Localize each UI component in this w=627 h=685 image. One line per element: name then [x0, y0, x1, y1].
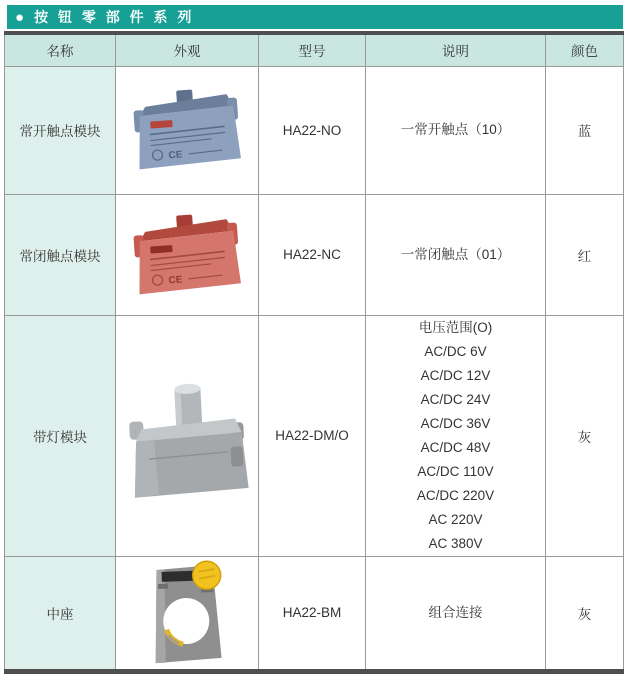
part-photo-cell — [116, 315, 259, 556]
product-photo-no-module — [121, 82, 253, 178]
part-color: 红 — [546, 194, 624, 315]
description-line: 一常闭触点（01） — [400, 246, 511, 262]
description-line: 组合连接 — [428, 604, 483, 620]
col-header-model: 型号 — [259, 33, 366, 66]
product-photo-nc-module — [121, 207, 253, 303]
description-line: AC 220V — [428, 511, 483, 527]
svg-text:CE: CE — [168, 149, 183, 162]
part-description — [366, 315, 546, 556]
description-line: AC/DC 110V — [417, 463, 494, 479]
part-color: 蓝 — [546, 66, 624, 194]
product-photo-lamp-module — [118, 369, 256, 503]
section-title-bar — [7, 5, 623, 29]
bullet-icon: ● — [15, 8, 25, 26]
col-header-description: 说明 — [366, 33, 546, 66]
part-model: HA22-NO — [259, 66, 366, 194]
part-model: HA22-BM — [259, 556, 366, 671]
col-header-color: 颜色 — [546, 33, 624, 66]
svg-text:CE: CE — [168, 273, 183, 286]
part-color: 灰 — [546, 556, 624, 671]
part-photo-cell — [116, 66, 259, 194]
table-row — [5, 66, 624, 194]
description-line: AC/DC 220V — [416, 487, 495, 503]
header-row — [5, 33, 624, 66]
description-line: AC/DC 6V — [424, 343, 487, 359]
part-description — [366, 556, 546, 671]
part-color: 灰 — [546, 315, 624, 556]
parts-table — [4, 31, 624, 674]
description-line: AC/DC 36V — [420, 415, 491, 431]
description-line: 一常开触点（10） — [400, 122, 511, 137]
description-line: AC 380V — [428, 535, 483, 551]
part-photo-cell — [116, 194, 259, 315]
part-name: 带灯模块 — [5, 315, 116, 556]
product-photo-base-module — [132, 559, 242, 667]
description-line: AC/DC 24V — [420, 391, 491, 407]
part-photo-cell — [116, 556, 259, 671]
part-name: 常闭触点模块 — [5, 194, 116, 315]
part-description — [366, 194, 546, 315]
table-row — [5, 556, 624, 671]
description-line: AC/DC 48V — [420, 439, 491, 455]
part-description — [366, 66, 546, 194]
part-model: HA22-DM/O — [259, 315, 366, 556]
table-row — [5, 315, 624, 556]
parts-table-container — [4, 31, 624, 674]
part-name: 中座 — [5, 556, 116, 671]
description-line: 电压范围(O) — [418, 319, 493, 335]
description-line: AC/DC 12V — [420, 367, 491, 383]
section-title: 按 钮 零 部 件 系 列 — [34, 9, 195, 25]
col-header-appearance: 外观 — [116, 33, 259, 66]
part-model: HA22-NC — [259, 194, 366, 315]
table-row — [5, 194, 624, 315]
part-name: 常开触点模块 — [5, 66, 116, 194]
col-header-name: 名称 — [5, 33, 116, 66]
